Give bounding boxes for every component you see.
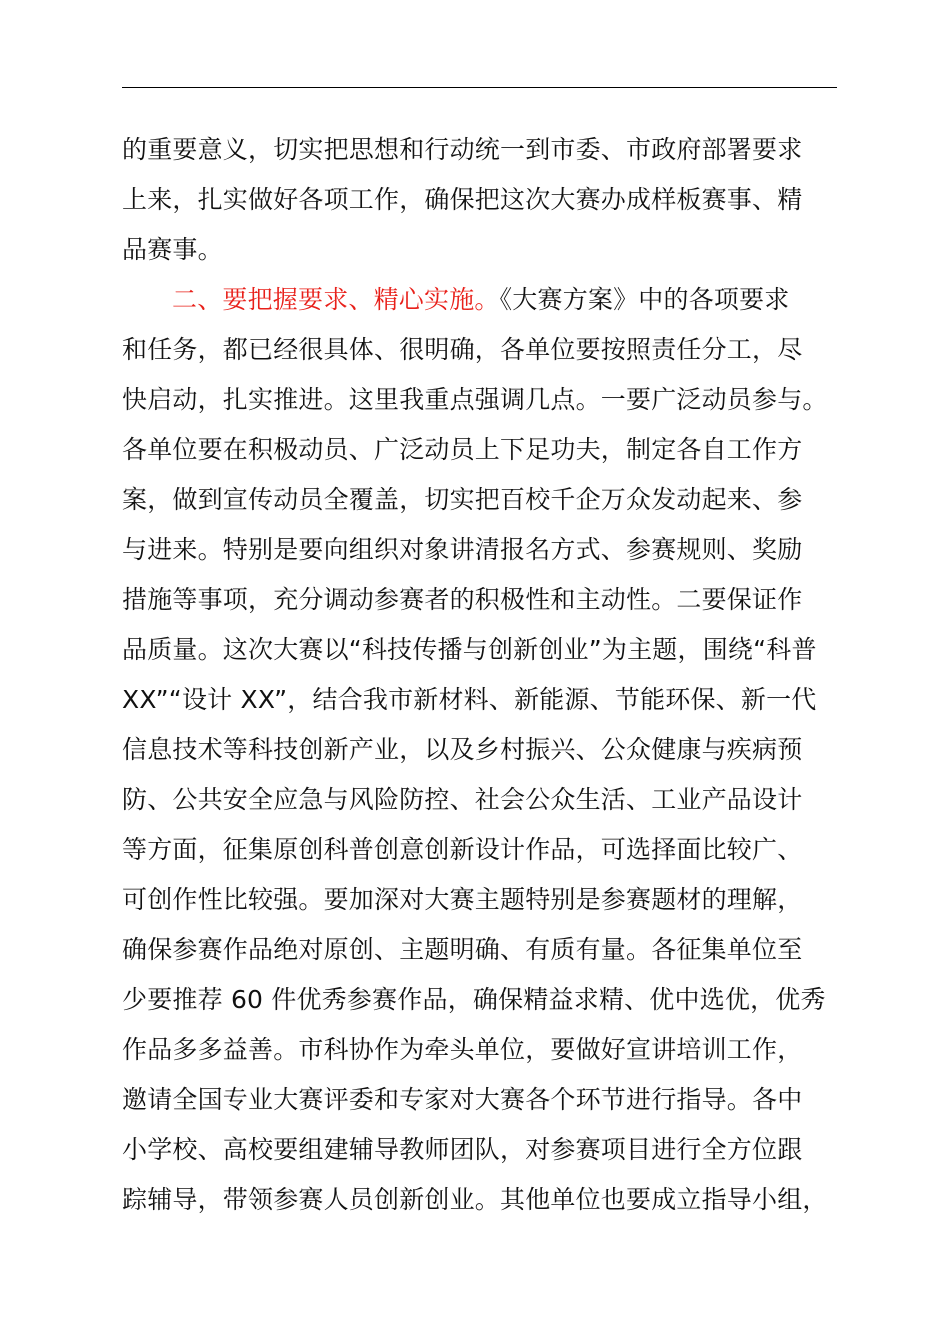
text-line: 各单位要在积极动员、广泛动员上下足功夫，制定各自工作方 [122,435,803,464]
text-line: 快启动，扎实推进。这里我重点强调几点。一要广泛动员参与。 [122,385,828,414]
text-line: 信息技术等科技创新产业，以及乡村振兴、公众健康与疾病预 [122,735,803,764]
header-rule [122,87,837,88]
text-line: 品质量。这次大赛以“科技传播与创新创业”为主题，围绕“科普 [122,635,817,664]
text-line: 少要推荐 60 件优秀参赛作品，确保精益求精、优中选优，优秀 [122,985,826,1014]
text-line: 等方面，征集原创科普创意创新设计作品，可选择面比较广、 [122,835,803,864]
document-body [122,125,862,1225]
text-line: 防、公共安全应急与风险防控、社会公众生活、工业产品设计 [122,785,803,814]
text-line: 上来，扎实做好各项工作，确保把这次大赛办成样板赛事、精 [122,185,803,214]
text-line: 的重要意义，切实把思想和行动统一到市委、市政府部署要求 [122,135,803,164]
text-line: 措施等事项，充分调动参赛者的积极性和主动性。二要保证作 [122,585,803,614]
text-line: 品赛事。 [122,235,223,264]
text-line: 邀请全国专业大赛评委和专家对大赛各个环节进行指导。各中 [122,1085,803,1114]
text-line: 可创作性比较强。要加深对大赛主题特别是参赛题材的理解， [122,885,803,914]
text-line: XX”“设计 XX”，结合我市新材料、新能源、节能环保、新一代 [122,685,817,714]
text-line: 确保参赛作品绝对原创、主题明确、有质有量。各征集单位至 [122,935,803,964]
text-line: 与进来。特别是要向组织对象讲清报名方式、参赛规则、奖励 [122,535,803,564]
text-line: 《大赛方案》中的各项要求 [499,285,790,314]
section-paragraph-start [122,275,862,325]
text-line: 和任务，都已经很具体、很明确，各单位要按照责任分工，尽 [122,335,803,364]
text-line: 案，做到宣传动员全覆盖，切实把百校千企万众发动起来、参 [122,485,803,514]
text-line: 小学校、高校要组建辅导教师团队，对参赛项目进行全方位跟 [122,1135,803,1164]
text-line: 踪辅导，带领参赛人员创新创业。其他单位也要成立指导小组， [122,1185,828,1214]
text-line: 作品多多益善。市科协作为牵头单位，要做好宣讲培训工作， [122,1035,803,1064]
section-heading: 二、要把握要求、精心实施。 [172,285,500,314]
